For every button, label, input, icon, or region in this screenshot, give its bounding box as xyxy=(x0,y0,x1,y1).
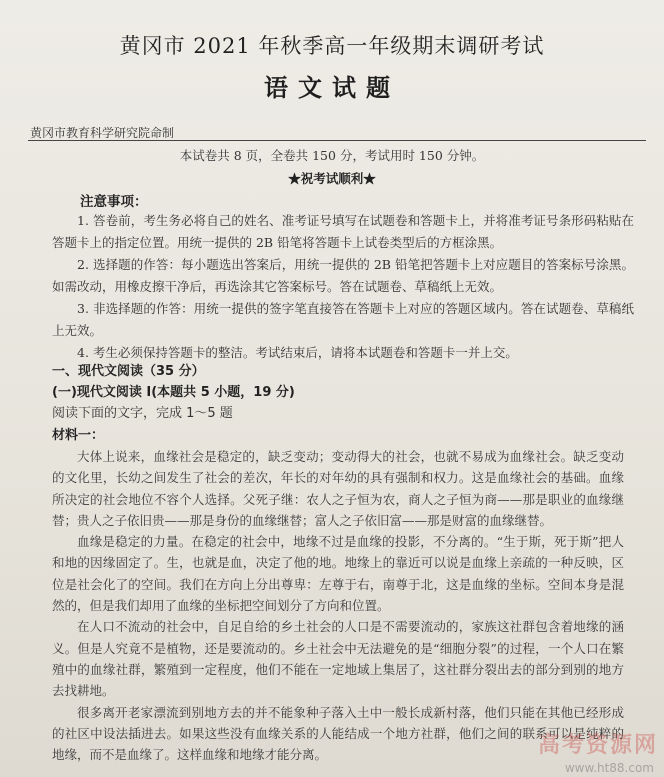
section-heading: 一、现代文阅读（35 分） xyxy=(52,364,205,379)
issuer-line: 黄冈市教育科学研究院命制 xyxy=(30,126,175,140)
reading-passage xyxy=(52,446,624,765)
notice-item: 3. 非选择题的作答：用统一提供的签字笔直接答在答题卡上对应的答题区域内。答在试题卷、草稿纸上无效。 xyxy=(52,301,634,338)
exam-title: 黄冈市 2021 年秋季高一年级期末调研考试 xyxy=(119,34,545,58)
notice-item: 2. 选择题的作答：每小题选出答案后，用统一提供的 2B 铅笔把答题卡上对应题目的答案标号涂黑。如需改动，用橡皮擦干净后，再选涂其它答案标号。答在试题卷、草稿纸上无效。 xyxy=(52,257,634,294)
good-luck-banner: ★祝考试顺利★ xyxy=(288,171,376,186)
watermark-url: www.ht88.com xyxy=(564,761,654,775)
subsection-heading: (一)现代文阅读 I(本题共 5 小题，19 分) xyxy=(52,385,295,400)
notice-item: 4. 考生必须保持答题卡的整洁。考试结束后，请将本试题卷和答题卡一并上交。 xyxy=(77,345,518,360)
header-divider xyxy=(28,140,646,141)
exam-info: 本试卷共 8 页，全卷共 150 分，考试用时 150 分钟。 xyxy=(179,148,485,163)
watermark-brand: 高考资源网 xyxy=(537,733,658,758)
passage-paragraph: 血缘是稳定的力量。在稳定的社会中，地缘不过是血缘的投影，不分离的。“生于斯，死于斯”把人和地的因缘固定了。生，也就是血，决定了他的地。地缘上的靠近可以说是血缘上亲疏的一种反映，区位是社会化了的空间。我们在方向上分出尊卑：左尊于右，南尊于北，这是血缘的坐标。空间本身是混然的，但是我们却用了血缘的坐标把空间划分了方向和位置。 xyxy=(52,534,624,614)
notice-list xyxy=(52,210,634,364)
notice-item: 1. 答卷前，考生务必将自己的姓名、准考证号填写在试题卷和答题卡上，并将准考证号条形码粘贴在答题卡上的指定位置。用统一提供的 2B 铅笔将答题卡上试卷类型后的方框涂黑。 xyxy=(52,213,634,250)
notice-heading: 注意事项： xyxy=(80,194,148,210)
material-heading: 材料一： xyxy=(52,428,105,443)
reading-instruction: 阅读下面的文字，完成 1～5 题 xyxy=(52,406,233,421)
passage-paragraph: 很多离开老家漂流到别地方去的并不能象种子落入土中一般长成新村落，他们只能在其他已经形成的社区中设法插进去。如果这些没有血缘关系的人能结成一个地方社群，他们之间的联系可以是纯粹的地缘，而不是血缘了。这样血缘和地缘才能分离。 xyxy=(52,704,624,763)
passage-paragraph: 大体上说来，血缘社会是稳定的，缺乏变动；变动得大的社会，也就不易成为血缘社会。缺乏变动的文化里，长幼之间发生了社会的差次，年长的对年幼的具有强制和权力。这是血缘社会的基础。血缘所决定的社会地位不容个人选择。父死子继：农人之子恒为农，商人之子恒为商——那是职业的血缘继替；贵人之子依旧贵——那是身份的血缘继替；富人之子依旧富——那是财富的血缘继替。 xyxy=(52,449,624,528)
subject-title: 语文试题 xyxy=(264,73,400,102)
passage-paragraph: 在人口不流动的社会中，自足自给的乡土社会的人口是不需要流动的，家族这社群包含着地缘的涵义。但是人究竟不是植物，还是要流动的。乡土社会中无法避免的是“细胞分裂”的过程，一个人口在繁殖中的血缘社群，繁殖到一定程度，他们不能在一定地域上集居了，这社群分裂出去的部分到别的地方去找耕地。 xyxy=(52,619,624,699)
